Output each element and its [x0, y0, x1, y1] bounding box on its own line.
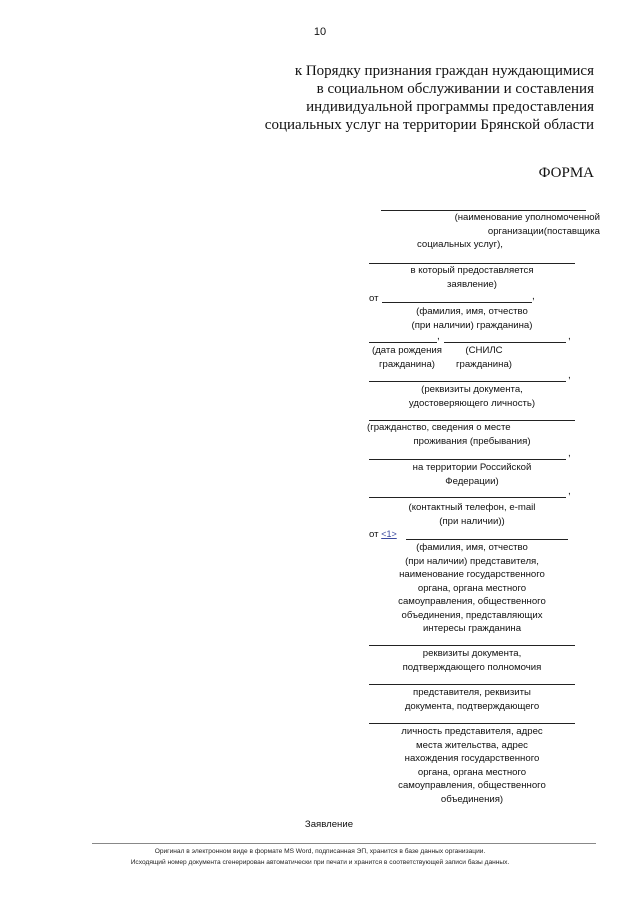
label-line: представителя, реквизиты: [413, 687, 531, 698]
label-line: (СНИЛС: [465, 345, 503, 356]
footnote-link[interactable]: <1>: [381, 529, 397, 539]
org-label: [420, 211, 600, 238]
header-line: социальных услуг на территории Брянской области: [264, 117, 594, 133]
address-line[interactable]: [369, 459, 566, 460]
footer-line-1: Оригинал в электронном виде в формате MS Word, подписанная ЭП, хранится в базе данных организации.: [154, 848, 486, 855]
label-line: (фамилия, имя, отчество: [416, 542, 528, 553]
label-line: гражданина): [378, 358, 435, 370]
statement-title: Заявление: [304, 819, 354, 830]
rep-address-label: [369, 725, 575, 806]
form-label: ФОРМА: [538, 165, 594, 181]
authority-label: [369, 647, 575, 674]
label-line: (дата рождения: [372, 345, 442, 356]
label-line: (при наличии) представителя,: [405, 555, 539, 567]
from-prefix-representative: [369, 528, 397, 542]
page-number: 10: [313, 26, 327, 38]
label-line: объединения): [440, 793, 504, 805]
label-line: (наименование уполномоченной: [454, 212, 600, 223]
comma: ,: [532, 291, 535, 302]
snils-line[interactable]: [444, 342, 566, 343]
citizenship-label: [367, 421, 577, 448]
fio-line[interactable]: [382, 302, 532, 303]
contact-label: [369, 501, 575, 528]
label-line: самоуправления, общественного: [398, 596, 546, 607]
label-line: (фамилия, имя, отчество: [416, 306, 528, 317]
snils-label: [444, 344, 524, 371]
id-doc-line[interactable]: [369, 381, 566, 382]
footer-line-2: Исходящий номер документа сгенерирован автоматически при печати и хранится в соответствующей записи базы данных.: [130, 859, 510, 866]
label-line: (при наличии)): [439, 515, 505, 527]
rep-doc-line[interactable]: [369, 684, 575, 685]
territory-label: [369, 461, 575, 488]
label-line: (реквизиты документа,: [421, 384, 523, 395]
label-line: гражданина): [455, 358, 512, 370]
comma: ,: [568, 331, 571, 342]
birth-label: [366, 344, 448, 371]
header-line: к Порядку признания граждан нуждающимися: [294, 63, 594, 79]
comma: ,: [568, 370, 571, 381]
footer-divider: [92, 843, 596, 844]
from-prefix: от: [369, 293, 379, 304]
rep-doc-label: [369, 686, 575, 713]
label-line: места жительства, адрес: [416, 739, 528, 751]
contact-line[interactable]: [369, 497, 566, 498]
label-line: самоуправления, общественного: [398, 780, 546, 791]
label-line: в который предоставляется: [410, 265, 534, 276]
id-doc-label: [369, 383, 575, 410]
rep-address-line[interactable]: [369, 723, 575, 724]
label-line: интересы гражданина: [422, 623, 522, 634]
document-header: [194, 62, 594, 134]
label-line: реквизиты документа,: [422, 648, 522, 659]
birth-date-line[interactable]: [369, 342, 437, 343]
label-line: (при наличии) гражданина): [411, 319, 533, 331]
header-line: индивидуальной программы предоставления: [306, 99, 594, 115]
comma: ,: [568, 448, 571, 459]
label-line: Федерации): [445, 475, 499, 487]
label-line: органа, органа местного: [417, 766, 527, 778]
from-text: от: [369, 529, 379, 540]
label-line: подтверждающего полномочия: [402, 661, 542, 673]
fio-label: [369, 305, 575, 332]
submitted-label: [369, 264, 575, 291]
representative-line[interactable]: [406, 539, 568, 540]
label-line: удостоверяющего личность): [408, 397, 536, 409]
label-line: объединения, представляющих: [401, 609, 543, 621]
label-line: личность представителя, адрес: [401, 726, 543, 737]
representative-label: [369, 541, 575, 636]
comma: ,: [437, 331, 440, 342]
label-line: органа, органа местного: [417, 582, 527, 594]
authority-doc-line[interactable]: [369, 645, 575, 646]
label-line: наименование государственного: [399, 569, 545, 580]
label-line: (контактный телефон, e-mail: [408, 502, 536, 513]
label-line: документа, подтверждающего: [404, 700, 540, 712]
label-line: нахождения государственного: [404, 753, 540, 764]
label-line: на территории Российской: [412, 462, 532, 473]
label-line: (гражданство, сведения о месте: [367, 422, 511, 433]
comma: ,: [568, 486, 571, 497]
label-line: проживания (пребывания): [413, 435, 531, 447]
label-line: социальных услуг),: [417, 239, 503, 250]
label-line: организации(поставщика: [487, 225, 600, 237]
label-line: заявление): [447, 278, 497, 290]
header-line: в социальном обслуживании и составления: [316, 81, 594, 97]
